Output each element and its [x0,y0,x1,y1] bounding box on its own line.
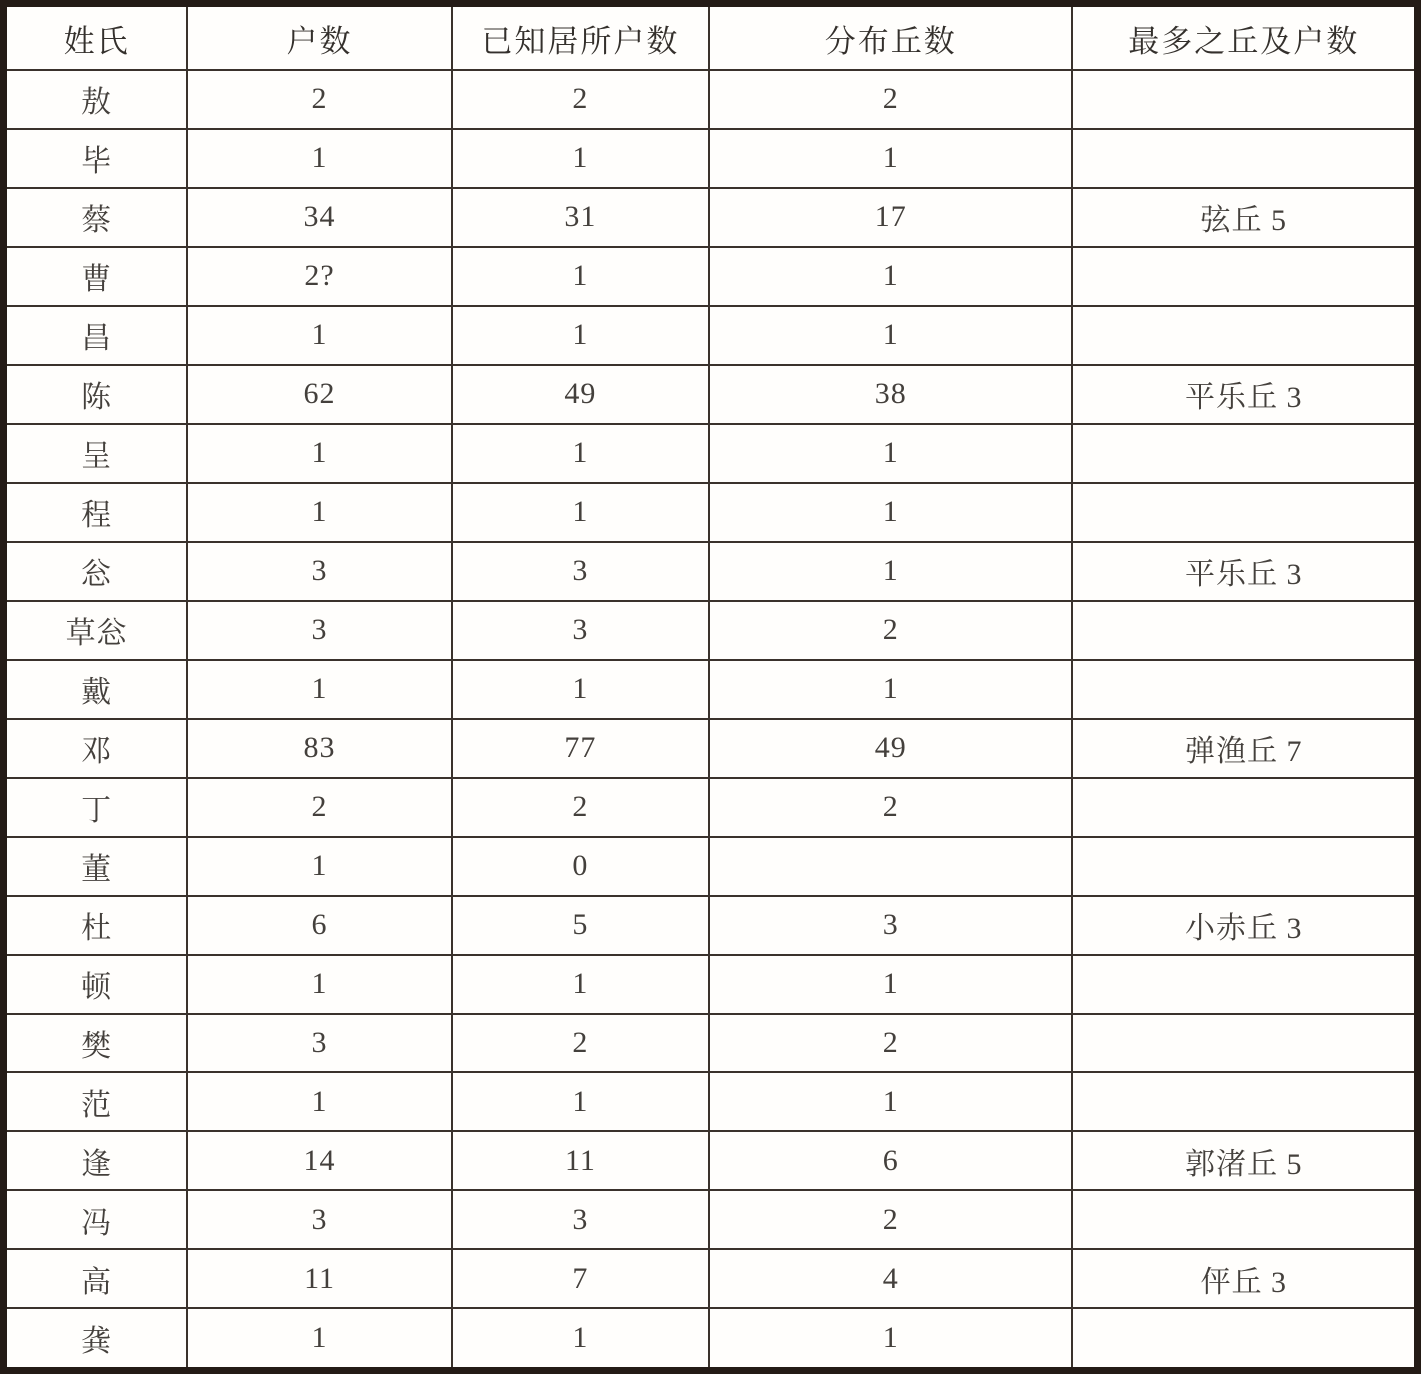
largest-mound-cell [1072,70,1417,129]
table-row [4,778,1418,837]
largest-mound-cell: 郭渚丘 5 [1072,1131,1417,1190]
household-count-cell: 14 [187,1131,451,1190]
surname-cell: 范 [4,1072,188,1131]
table-row [4,719,1418,778]
largest-mound-cell: 平乐丘 3 [1072,542,1417,601]
mound-count-cell: 1 [709,1308,1072,1370]
table-row [4,660,1418,719]
household-count-cell: 2? [187,247,451,306]
surname-cell: 董 [4,837,188,896]
mound-count-cell: 2 [709,1190,1072,1249]
household-count-cell: 1 [187,1308,451,1370]
surname-cell: 樊 [4,1014,188,1073]
header-row [4,4,1418,71]
household-count-cell: 3 [187,601,451,660]
table-body [4,70,1418,1371]
household-count-cell: 83 [187,719,451,778]
largest-mound-cell [1072,129,1417,188]
known-residence-cell: 2 [452,778,709,837]
mound-count-cell: 1 [709,129,1072,188]
table-row [4,1190,1418,1249]
known-residence-cell: 1 [452,660,709,719]
table-row [4,1308,1418,1370]
table-row [4,365,1418,424]
known-residence-cell: 1 [452,1072,709,1131]
household-count-cell: 62 [187,365,451,424]
known-residence-cell: 3 [452,1190,709,1249]
largest-mound-cell [1072,601,1417,660]
table-row [4,247,1418,306]
household-count-cell: 2 [187,778,451,837]
surname-cell: 逢 [4,1131,188,1190]
mound-count-cell: 2 [709,70,1072,129]
col-header-household-count: 户数 [187,4,451,71]
col-header-largest-mound-and-households: 最多之丘及户数 [1072,4,1417,71]
known-residence-cell: 1 [452,247,709,306]
household-count-cell: 6 [187,896,451,955]
largest-mound-cell [1072,955,1417,1014]
surname-cell: 邓 [4,719,188,778]
surname-cell: 曹 [4,247,188,306]
household-count-cell: 1 [187,1072,451,1131]
mound-count-cell: 1 [709,424,1072,483]
known-residence-cell: 1 [452,424,709,483]
mound-count-cell: 49 [709,719,1072,778]
largest-mound-cell [1072,306,1417,365]
mound-count-cell: 1 [709,955,1072,1014]
mound-count-cell: 6 [709,1131,1072,1190]
largest-mound-cell [1072,660,1417,719]
known-residence-cell: 1 [452,955,709,1014]
table-row [4,129,1418,188]
surname-cell: 高 [4,1249,188,1308]
surname-cell: 草忩 [4,601,188,660]
largest-mound-cell: 平乐丘 3 [1072,365,1417,424]
surname-cell: 蔡 [4,188,188,247]
mound-count-cell: 2 [709,778,1072,837]
mound-count-cell [709,837,1072,896]
surname-cell: 毕 [4,129,188,188]
surname-cell: 龚 [4,1308,188,1370]
col-header-known-residence-households: 已知居所户数 [452,4,709,71]
table-row [4,483,1418,542]
household-count-cell: 34 [187,188,451,247]
table-row [4,1249,1418,1308]
surname-cell: 昌 [4,306,188,365]
known-residence-cell: 1 [452,1308,709,1370]
household-count-cell: 1 [187,483,451,542]
table-row [4,188,1418,247]
household-count-cell: 1 [187,306,451,365]
household-count-cell: 1 [187,129,451,188]
known-residence-cell: 31 [452,188,709,247]
mound-count-cell: 4 [709,1249,1072,1308]
surname-cell: 戴 [4,660,188,719]
surname-cell: 丁 [4,778,188,837]
largest-mound-cell [1072,424,1417,483]
surname-cell: 冯 [4,1190,188,1249]
household-count-cell: 3 [187,1014,451,1073]
known-residence-cell: 3 [452,542,709,601]
household-count-cell: 1 [187,955,451,1014]
surname-cell: 呈 [4,424,188,483]
largest-mound-cell: 弹渔丘 7 [1072,719,1417,778]
mound-count-cell: 2 [709,601,1072,660]
table-row [4,837,1418,896]
mound-count-cell: 17 [709,188,1072,247]
mound-count-cell: 3 [709,896,1072,955]
surname-cell: 杜 [4,896,188,955]
mound-count-cell: 1 [709,660,1072,719]
known-residence-cell: 2 [452,70,709,129]
largest-mound-cell [1072,1014,1417,1073]
known-residence-cell: 7 [452,1249,709,1308]
largest-mound-cell: 弦丘 5 [1072,188,1417,247]
surname-cell: 忩 [4,542,188,601]
largest-mound-cell: 小赤丘 3 [1072,896,1417,955]
known-residence-cell: 2 [452,1014,709,1073]
known-residence-cell: 77 [452,719,709,778]
col-header-distributed-mounds: 分布丘数 [709,4,1072,71]
largest-mound-cell [1072,247,1417,306]
mound-count-cell: 1 [709,306,1072,365]
surname-cell: 顿 [4,955,188,1014]
surname-cell: 敖 [4,70,188,129]
mound-count-cell: 1 [709,483,1072,542]
largest-mound-cell [1072,1072,1417,1131]
table-row [4,896,1418,955]
household-count-cell: 3 [187,542,451,601]
mound-count-cell: 1 [709,542,1072,601]
table-row [4,1014,1418,1073]
mound-count-cell: 1 [709,1072,1072,1131]
known-residence-cell: 1 [452,483,709,542]
largest-mound-cell [1072,837,1417,896]
table-row [4,542,1418,601]
table-row [4,1072,1418,1131]
known-residence-cell: 5 [452,896,709,955]
surname-cell: 程 [4,483,188,542]
col-header-surname: 姓氏 [4,4,188,71]
known-residence-cell: 1 [452,306,709,365]
largest-mound-cell [1072,483,1417,542]
household-count-cell: 1 [187,424,451,483]
household-count-cell: 2 [187,70,451,129]
surname-cell: 陈 [4,365,188,424]
largest-mound-cell [1072,1308,1417,1370]
household-count-cell: 1 [187,837,451,896]
mound-count-cell: 2 [709,1014,1072,1073]
household-count-cell: 11 [187,1249,451,1308]
known-residence-cell: 11 [452,1131,709,1190]
known-residence-cell: 0 [452,837,709,896]
largest-mound-cell: 伻丘 3 [1072,1249,1417,1308]
table-row [4,955,1418,1014]
table-row [4,306,1418,365]
household-count-cell: 1 [187,660,451,719]
table-row [4,601,1418,660]
household-count-cell: 3 [187,1190,451,1249]
largest-mound-cell [1072,778,1417,837]
mound-count-cell: 38 [709,365,1072,424]
known-residence-cell: 1 [452,129,709,188]
table-row [4,424,1418,483]
known-residence-cell: 49 [452,365,709,424]
known-residence-cell: 3 [452,601,709,660]
mound-count-cell: 1 [709,247,1072,306]
table-row [4,70,1418,129]
largest-mound-cell [1072,1190,1417,1249]
table-row [4,1131,1418,1190]
